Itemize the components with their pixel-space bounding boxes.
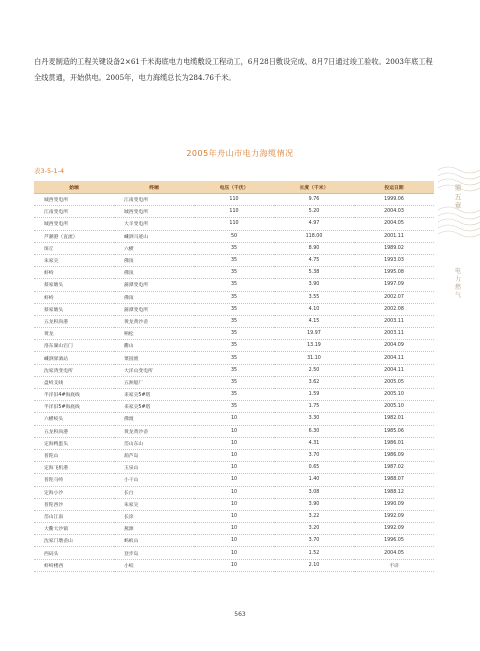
- cell-length: 0.65: [274, 462, 354, 474]
- cell-date: 2004.03: [354, 206, 434, 218]
- cell-length: 3.90: [274, 498, 354, 510]
- table-row: [34, 218, 434, 230]
- cell-start: 普陀西沙: [34, 498, 114, 510]
- cell-voltage: 35: [194, 242, 274, 254]
- cell-length: 1.52: [274, 547, 354, 559]
- cell-length: 1.59: [274, 389, 354, 401]
- cell-length: 3.22: [274, 510, 354, 522]
- table-row: [34, 242, 434, 254]
- cell-date: 2002.08: [354, 303, 434, 315]
- cell-end: 长白: [114, 486, 194, 498]
- table-row: [34, 462, 434, 474]
- cell-end: 朱家尖: [114, 498, 194, 510]
- cell-date: 2005.05: [354, 376, 434, 388]
- cell-end: 大洋山变电所: [114, 364, 194, 376]
- cell-voltage: 10: [194, 510, 274, 522]
- cell-voltage: 35: [194, 401, 274, 413]
- cell-end: 响松: [114, 328, 194, 340]
- cell-date: 1997.09: [354, 279, 434, 291]
- table-row: [34, 340, 434, 352]
- cell-voltage: 10: [194, 437, 274, 449]
- cell-end: 佛顶: [114, 267, 194, 279]
- cell-start: 沈家门墩岙山: [34, 535, 114, 547]
- table-header-row: [34, 181, 434, 194]
- cell-length: 3.55: [274, 291, 354, 303]
- cell-end: 岱山东山: [114, 437, 194, 449]
- cell-start: 虾峙: [34, 291, 114, 303]
- cell-date: 2005.10: [354, 401, 434, 413]
- cell-length: 2.10: [274, 559, 354, 571]
- table-row: [34, 389, 434, 401]
- cell-voltage: 110: [194, 194, 274, 206]
- cable-table: [34, 181, 434, 572]
- cell-start: 蔡家塘头: [34, 303, 114, 315]
- cell-start: 五龙积尚港: [34, 315, 114, 327]
- cell-end: 蚂蚁山: [114, 535, 194, 547]
- cell-length: 5.20: [274, 206, 354, 218]
- cell-start: 定海鸭蛋头: [34, 437, 114, 449]
- cell-voltage: 10: [194, 486, 274, 498]
- cell-start: 朱家尖: [34, 254, 114, 266]
- cell-length: 3.90: [274, 279, 354, 291]
- cell-start: 虾峙: [34, 267, 114, 279]
- cell-date: 1992.09: [354, 523, 434, 535]
- cell-voltage: 10: [194, 413, 274, 425]
- table-row: [34, 303, 434, 315]
- cell-end: 衢山: [114, 340, 194, 352]
- cell-length: 31.10: [274, 352, 354, 364]
- cell-length: 4.75: [274, 254, 354, 266]
- cell-start: 定海小沙: [34, 486, 114, 498]
- cell-end: 葫芦岛: [114, 449, 194, 461]
- cell-end: 佛顶: [114, 291, 194, 303]
- cell-end: 蒲潭变电所: [114, 279, 194, 291]
- cell-length: 3.70: [274, 449, 354, 461]
- cell-voltage: 110: [194, 218, 274, 230]
- section-marker: 电力 燃气: [454, 268, 461, 299]
- cell-date: 2003.11: [354, 315, 434, 327]
- cell-voltage: 10: [194, 449, 274, 461]
- cell-voltage: 10: [194, 559, 274, 571]
- cell-length: 3.30: [274, 413, 354, 425]
- cell-end: 嵊泗马迹山: [114, 230, 194, 242]
- table-row: [34, 474, 434, 486]
- cell-start: 斑丘: [34, 242, 114, 254]
- table-row: [34, 376, 434, 388]
- cell-date: 2004.05: [354, 547, 434, 559]
- cell-end: 六横: [114, 242, 194, 254]
- table-row: [34, 230, 434, 242]
- cell-voltage: 35: [194, 267, 274, 279]
- table-row: [34, 206, 434, 218]
- cell-voltage: 10: [194, 425, 274, 437]
- column-header-length: 长度（千米）: [274, 181, 354, 194]
- cell-length: 13.19: [274, 340, 354, 352]
- cell-length: 8.90: [274, 242, 354, 254]
- cell-length: 6.30: [274, 425, 354, 437]
- cell-start: 黄龙: [34, 328, 114, 340]
- cell-voltage: 35: [194, 303, 274, 315]
- cell-end: 小峧: [114, 559, 194, 571]
- cell-length: 4.97: [274, 218, 354, 230]
- cell-date: 1996.05: [354, 535, 434, 547]
- cell-start: 普陀马峙: [34, 474, 114, 486]
- cell-start: 定海飞机港: [34, 462, 114, 474]
- cell-voltage: 50: [194, 230, 274, 242]
- cell-date: 1982.01: [354, 413, 434, 425]
- intro-paragraph: 白丹麦制造的工程关键设备2×61千米海底电力电缆敷设工程动工，6月28日敷设完成、8月7日通过竣工验收。2003年底工程全线贯通，开始供电。2005年，电力海缆总长为284.76千米。: [34, 57, 433, 82]
- cell-start: 半洋旧5#海底线: [34, 401, 114, 413]
- table-row: [34, 328, 434, 340]
- cell-date: 1999.06: [354, 194, 434, 206]
- cell-voltage: 35: [194, 340, 274, 352]
- cell-start: 沈家湾变电所: [34, 364, 114, 376]
- cell-date: 2004.05: [354, 218, 434, 230]
- cell-date: 1987.02: [354, 462, 434, 474]
- column-header-voltage: 电压（千伏）: [194, 181, 274, 194]
- table-row: [34, 486, 434, 498]
- cell-voltage: 10: [194, 523, 274, 535]
- cell-start: 岱山江南: [34, 510, 114, 522]
- cell-date: 1995.08: [354, 267, 434, 279]
- cell-end: 黄龙黄沙岙: [114, 315, 194, 327]
- cell-end: 来家尖5#塔: [114, 401, 194, 413]
- table-row: [34, 535, 434, 547]
- cell-length: 3.20: [274, 523, 354, 535]
- table-row: [34, 523, 434, 535]
- cell-voltage: 35: [194, 364, 274, 376]
- cell-end: 来家尖5#塔: [114, 389, 194, 401]
- cell-start: 江南变电所: [34, 206, 114, 218]
- cell-end: 佛顶: [114, 254, 194, 266]
- cell-date: 1988.07: [354, 474, 434, 486]
- cell-length: 2.50: [274, 364, 354, 376]
- table-row: [34, 279, 434, 291]
- cell-start: 城西变电所: [34, 218, 114, 230]
- cell-length: 9.76: [274, 194, 354, 206]
- table-row: [34, 254, 434, 266]
- cell-date: 1993.03: [354, 254, 434, 266]
- cell-start: 城西变电所: [34, 194, 114, 206]
- cell-start: 盘峙支线: [34, 376, 114, 388]
- table-body: [34, 194, 434, 572]
- column-header-date: 投运日期: [354, 181, 434, 194]
- cell-voltage: 35: [194, 376, 274, 388]
- cell-length: 4.15: [274, 315, 354, 327]
- cell-date: 2004.11: [354, 352, 434, 364]
- cell-voltage: 10: [194, 498, 274, 510]
- cell-end: 长涂: [114, 510, 194, 522]
- table-row: [34, 352, 434, 364]
- cell-voltage: 35: [194, 279, 274, 291]
- cell-voltage: 35: [194, 352, 274, 364]
- cell-date: 2004.11: [354, 364, 434, 376]
- cell-start: 五龙积尚港: [34, 425, 114, 437]
- cell-end: 黄龙黄沙岙: [114, 425, 194, 437]
- cell-end: 蒲潭变电所: [114, 303, 194, 315]
- table-row: [34, 559, 434, 571]
- cell-length: 1.75: [274, 401, 354, 413]
- cell-date: 1985.06: [354, 425, 434, 437]
- table-row: [34, 437, 434, 449]
- cell-date: 2004.09: [354, 340, 434, 352]
- cell-voltage: 35: [194, 291, 274, 303]
- cell-date: 2005.10: [354, 389, 434, 401]
- cell-voltage: 35: [194, 315, 274, 327]
- cell-voltage: 10: [194, 462, 274, 474]
- cell-start: 嵊泗驿酒站: [34, 352, 114, 364]
- cell-voltage: 35: [194, 389, 274, 401]
- cell-voltage: 10: [194, 474, 274, 486]
- cell-length: 3.08: [274, 486, 354, 498]
- cell-start: 普陀山: [34, 449, 114, 461]
- column-header-start: 始端: [34, 181, 114, 194]
- cell-end: 燕源: [114, 523, 194, 535]
- cell-end: 五洲船厂: [114, 376, 194, 388]
- cell-date: 1989.02: [354, 242, 434, 254]
- table-row: [34, 291, 434, 303]
- cell-end: 登步岛: [114, 547, 194, 559]
- cell-date: 2003.11: [354, 328, 434, 340]
- cell-voltage: 10: [194, 547, 274, 559]
- cell-length: 3.62: [274, 376, 354, 388]
- table-row: [34, 315, 434, 327]
- table-title: 2005年舟山市电力海缆情况: [186, 149, 294, 158]
- table-row: [34, 425, 434, 437]
- cell-end: 佛渡: [114, 413, 194, 425]
- table-row: [34, 364, 434, 376]
- cell-date: 1986.01: [354, 437, 434, 449]
- cell-end: 江南变电所: [114, 194, 194, 206]
- table-row: [34, 498, 434, 510]
- cell-voltage: 35: [194, 328, 274, 340]
- cell-date: 不详: [354, 559, 434, 571]
- cell-date: 1988.12: [354, 486, 434, 498]
- cell-date: 1990.09: [354, 498, 434, 510]
- table-row: [34, 547, 434, 559]
- cell-end: 小干山: [114, 474, 194, 486]
- cell-end: 大羊变电所: [114, 218, 194, 230]
- cell-length: 4.10: [274, 303, 354, 315]
- cell-start: 大衢大沙镇: [34, 523, 114, 535]
- cell-voltage: 35: [194, 254, 274, 266]
- cell-voltage: 110: [194, 206, 274, 218]
- table-row: [34, 449, 434, 461]
- cell-length: 5.38: [274, 267, 354, 279]
- cell-date: 2002.07: [354, 291, 434, 303]
- cell-length: 3.70: [274, 535, 354, 547]
- table-row: [34, 401, 434, 413]
- table-row: [34, 267, 434, 279]
- cell-end: 城西变电所: [114, 206, 194, 218]
- cell-length: 1.40: [274, 474, 354, 486]
- column-header-end: 终端: [114, 181, 194, 194]
- chapter-marker: 第五章: [454, 184, 462, 210]
- table-row: [34, 194, 434, 206]
- cell-length: 4.31: [274, 437, 354, 449]
- cell-date: 2001.11: [354, 230, 434, 242]
- cell-start: 六横峧头: [34, 413, 114, 425]
- cell-start: 蔡家塘头: [34, 279, 114, 291]
- cell-end: 玉泉山: [114, 462, 194, 474]
- cell-length: 19.97: [274, 328, 354, 340]
- cell-date: 1986.09: [354, 449, 434, 461]
- table-row: [34, 510, 434, 522]
- cell-end: 菜园渔: [114, 352, 194, 364]
- cell-start: 虾峙楼西: [34, 559, 114, 571]
- cell-start: 洛东湖山宕门: [34, 340, 114, 352]
- cell-start: 芦潮港（直流）: [34, 230, 114, 242]
- table-label: 表3-5-1-4: [34, 167, 65, 175]
- cell-voltage: 10: [194, 535, 274, 547]
- table-row: [34, 413, 434, 425]
- cell-start: 西码头: [34, 547, 114, 559]
- cell-date: 1992.09: [354, 510, 434, 522]
- cell-start: 半洋旧4#海底线: [34, 389, 114, 401]
- cell-length: 118.00: [274, 230, 354, 242]
- page-number: 563: [234, 611, 246, 618]
